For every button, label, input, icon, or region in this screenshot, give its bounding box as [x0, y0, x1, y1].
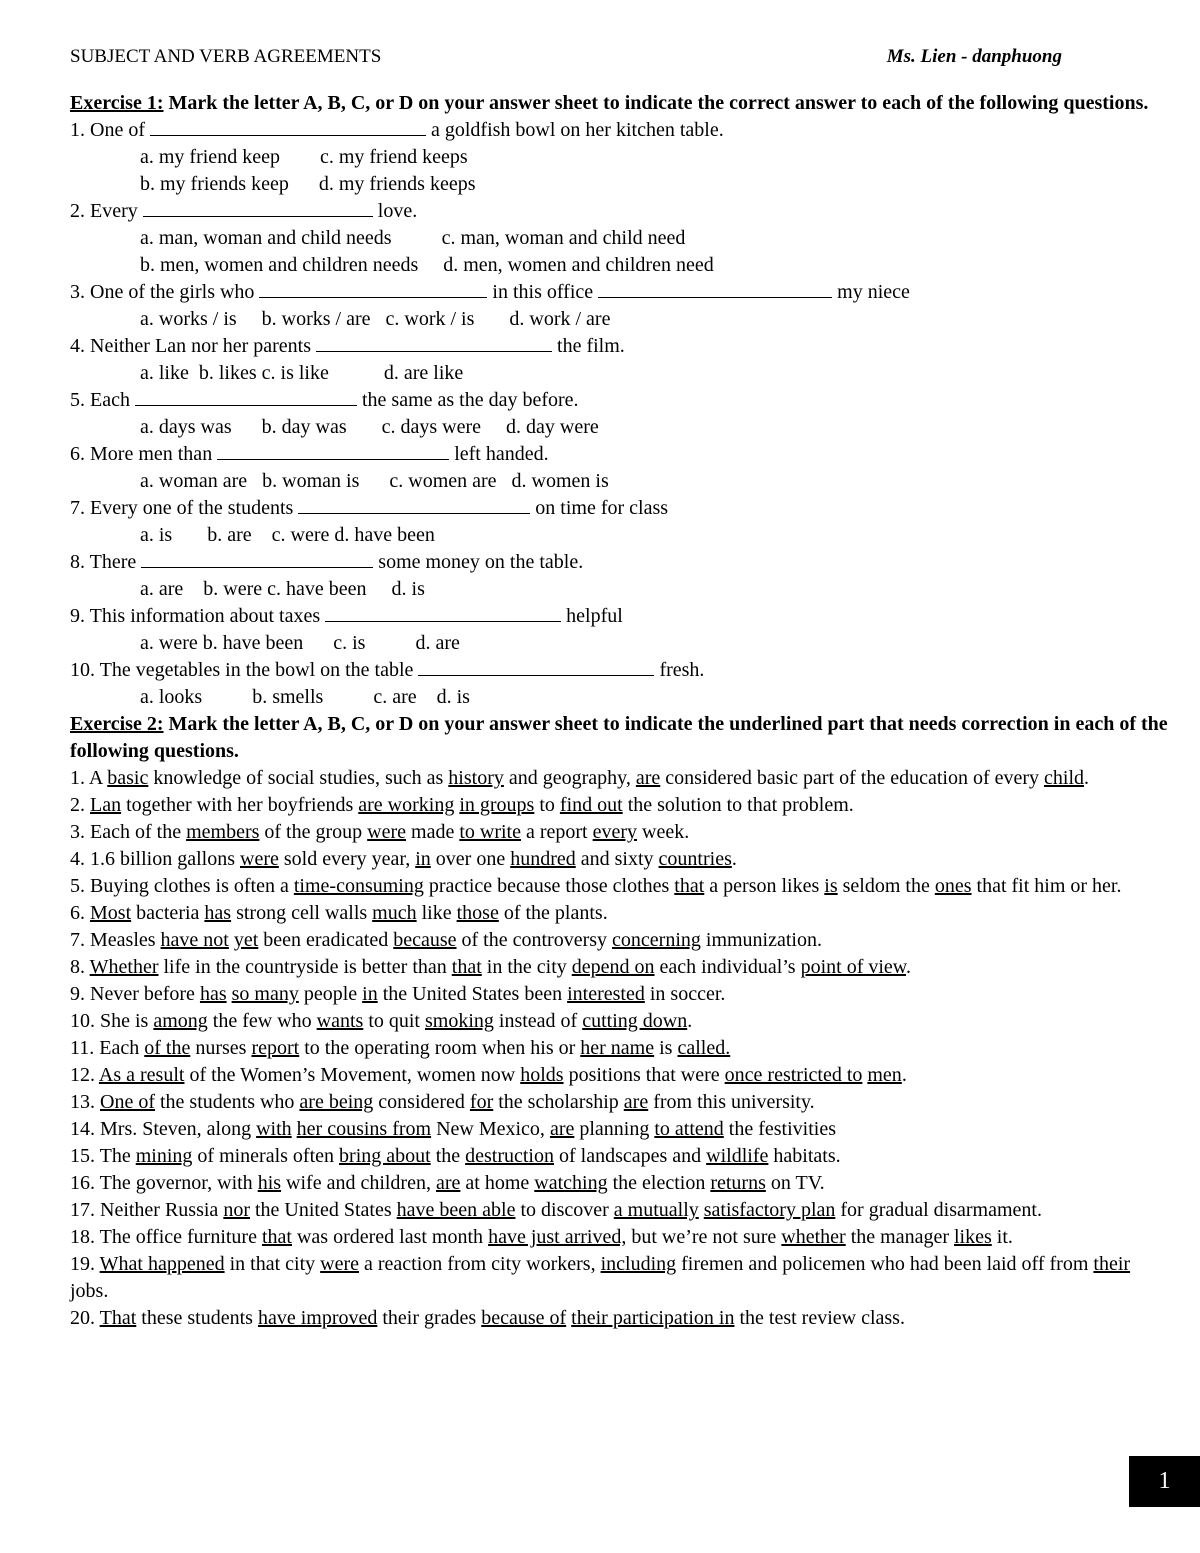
ex1-q9-options: a. were b. have been c. is d. are [140, 632, 460, 654]
underlined-part: were [240, 848, 279, 870]
ex2-question-16 [70, 1170, 1170, 1197]
question-text: 1. A [70, 767, 108, 789]
question-text: the solution to that problem. [622, 794, 854, 816]
ex2-question-13 [70, 1089, 1170, 1116]
question-text: 5. Each [70, 389, 135, 411]
question-text: like [416, 902, 457, 924]
underlined-part: were [367, 821, 407, 843]
question-text: 3. Each of the [70, 821, 187, 843]
ex2-question-10 [70, 1008, 1170, 1035]
underlined-part: her name [580, 1037, 655, 1059]
question-text: practice because those clothes [423, 875, 675, 897]
underlined-part: depend on [571, 956, 655, 978]
underlined-part: whether [781, 1226, 846, 1248]
underlined-part: because [393, 929, 457, 951]
ex2-question-2 [70, 792, 1170, 819]
question-text: 4. 1.6 billion gallons [70, 848, 240, 870]
ex2-question-12 [70, 1062, 1170, 1089]
question-text: the United States [249, 1199, 397, 1221]
answer-blank [316, 333, 552, 352]
answer-blank [598, 279, 832, 298]
question-text: a person likes [704, 875, 825, 897]
question-text: my niece [832, 281, 910, 303]
underlined-part: once restricted to [724, 1064, 863, 1086]
underlined-part: his [257, 1172, 282, 1194]
question-text: the festivities [723, 1118, 836, 1140]
underlined-part: are [435, 1172, 461, 1194]
underlined-part: to write [459, 821, 521, 843]
question-text: the students who [154, 1091, 300, 1113]
underlined-part: including [600, 1253, 677, 1275]
underlined-part: mining [135, 1145, 193, 1167]
underlined-part: concerning [612, 929, 701, 951]
question-text: 2. Every [70, 200, 143, 222]
question-text: strong cell walls [231, 902, 373, 924]
answer-blank [141, 549, 373, 568]
ex1-q7-options: a. is b. are c. were d. have been [140, 524, 435, 546]
underlined-part: hundred [510, 848, 576, 870]
question-text: 16. The governor, with [70, 1172, 258, 1194]
question-text: 4. Neither Lan nor her parents [70, 335, 317, 357]
question-text: 6. More men than [70, 443, 218, 465]
question-text: 9. Never before [70, 983, 200, 1005]
underlined-part: that [261, 1226, 292, 1248]
question-text: 6. [70, 902, 90, 924]
ex1-q5-options: a. days was b. day was c. days were d. day were [140, 416, 599, 438]
ex1-question-4 [70, 333, 1170, 360]
question-text: together with her boyfriends [121, 794, 359, 816]
underlined-part: Most [90, 902, 132, 924]
ex1-q10-options: a. looks b. smells c. are d. is [140, 686, 470, 708]
question-text: knowledge of social studies, such as [148, 767, 449, 789]
question-text: is [654, 1037, 678, 1059]
underlined-part: that [674, 875, 705, 897]
question-text: life in the countryside is better than [158, 956, 452, 978]
question-text: 13. [70, 1091, 100, 1113]
ex2-question-1 [70, 765, 1170, 792]
ex2-question-9 [70, 981, 1170, 1008]
answer-blank [418, 657, 654, 676]
question-text: the [430, 1145, 466, 1167]
underlined-part: yet [233, 929, 259, 951]
underlined-part: report [251, 1037, 300, 1059]
question-text: seldom the [837, 875, 935, 897]
question-text: been eradicated [258, 929, 394, 951]
question-text: a reaction from city workers, [359, 1253, 601, 1275]
question-text: but we’re not sure [626, 1226, 782, 1248]
question-text: New Mexico, [431, 1118, 550, 1140]
underlined-part: watching [534, 1172, 608, 1194]
underlined-part: child [1044, 767, 1085, 789]
underlined-part: interested [567, 983, 645, 1005]
question-text: and sixty [575, 848, 659, 870]
question-text: it. [991, 1226, 1013, 1248]
question-text: in this office [487, 281, 599, 303]
question-text: the United States been [377, 983, 568, 1005]
underlined-part: wants [316, 1010, 364, 1032]
question-text: immunization. [700, 929, 822, 951]
question-text: 8. [70, 956, 90, 978]
underlined-part: are [635, 767, 661, 789]
answer-blank [135, 387, 357, 406]
ex2-question-7 [70, 927, 1170, 954]
underlined-part: That [99, 1307, 137, 1329]
question-text: to discover [515, 1199, 614, 1221]
question-text: and geography, [503, 767, 636, 789]
underlined-part: satisfactory plan [703, 1199, 836, 1221]
underlined-part: is [824, 875, 838, 897]
answer-blank [150, 117, 426, 136]
question-text: . [901, 1064, 907, 1086]
underlined-part: their [1093, 1253, 1131, 1275]
ex2-question-17 [70, 1197, 1170, 1224]
underlined-part: called. [677, 1037, 731, 1059]
underlined-part: Whether [89, 956, 159, 978]
question-text: of the controversy [456, 929, 613, 951]
question-text: the few who [207, 1010, 317, 1032]
exercise-1-instruction: Mark the letter A, B, C, or D on your answer sheet to indicate the correct answer to each of the following questions. [163, 92, 1149, 114]
question-text: 8. There [70, 551, 142, 573]
underlined-part: among [153, 1010, 208, 1032]
exercise-1-label: Exercise 1: [70, 92, 164, 114]
question-text: their grades [377, 1307, 482, 1329]
answer-blank [217, 441, 449, 460]
ex1-question-8 [70, 549, 1170, 576]
underlined-part: with [256, 1118, 292, 1140]
question-text: people [298, 983, 363, 1005]
underlined-part: history [448, 767, 504, 789]
question-text: . [731, 848, 737, 870]
worksheet-page [70, 46, 1170, 1332]
page-header [70, 46, 1170, 76]
ex1-question-3 [70, 279, 1170, 306]
question-text: fresh. [654, 659, 705, 681]
underlined-part: are [549, 1118, 575, 1140]
underlined-part: returns [710, 1172, 766, 1194]
question-text: left handed. [449, 443, 549, 465]
underlined-part: find out [559, 794, 623, 816]
underlined-part: much [372, 902, 417, 924]
underlined-part: their participation in [571, 1307, 735, 1329]
question-text: 7. Every one of the students [70, 497, 299, 519]
question-text: 9. This information about taxes [70, 605, 326, 627]
underlined-part: were [320, 1253, 359, 1275]
question-text: 17. Neither Russia [70, 1199, 224, 1221]
question-text: 20. [70, 1307, 100, 1329]
question-text: 11. Each [70, 1037, 145, 1059]
question-text: the test review class. [734, 1307, 905, 1329]
question-text: 3. One of the girls who [70, 281, 260, 303]
question-text: of the Women’s Movement, women now [184, 1064, 521, 1086]
underlined-part: those [456, 902, 499, 924]
underlined-part: has [204, 902, 232, 924]
answer-blank [143, 198, 373, 217]
question-text: for gradual disarmament. [835, 1199, 1042, 1221]
question-text: jobs. [70, 1280, 109, 1302]
underlined-part: are [623, 1091, 649, 1113]
question-text: 18. The office furniture [70, 1226, 262, 1248]
question-text: 19. [70, 1253, 100, 1275]
underlined-part: of the [144, 1037, 191, 1059]
question-text: instead of [493, 1010, 583, 1032]
exercise-2-label: Exercise 2: [70, 713, 164, 735]
ex1-question-9 [70, 603, 1170, 630]
underlined-part: destruction [465, 1145, 554, 1167]
underlined-part: bring about [339, 1145, 431, 1167]
question-text: at home [460, 1172, 535, 1194]
ex2-question-18 [70, 1224, 1170, 1251]
underlined-part: ones [934, 875, 972, 897]
underlined-part: have not [160, 929, 229, 951]
underlined-part: to attend [654, 1118, 724, 1140]
question-text: considered [373, 1091, 470, 1113]
underlined-part: for [469, 1091, 494, 1113]
underlined-part: in groups [459, 794, 535, 816]
question-text: 10. She is [70, 1010, 154, 1032]
answer-blank [259, 279, 487, 298]
ex1-question-6 [70, 441, 1170, 468]
exercise-2-question-list [70, 765, 1170, 1332]
question-text: of minerals often [192, 1145, 340, 1167]
question-text: made [406, 821, 460, 843]
question-text: nurses [190, 1037, 252, 1059]
ex1-question-2 [70, 198, 1170, 225]
exercise-2-instruction: Mark the letter A, B, C, or D on your answer sheet to indicate the underlined part that needs correction in each of the following questions. [70, 713, 1168, 762]
ex2-question-14 [70, 1116, 1170, 1143]
underlined-part: One of [100, 1091, 155, 1113]
underlined-part: every [592, 821, 638, 843]
question-text: some money on the table. [373, 551, 584, 573]
question-text: week. [637, 821, 690, 843]
ex1-q4-options: a. like b. likes c. is like d. are like [140, 362, 464, 384]
ex2-question-5 [70, 873, 1170, 900]
question-text: was ordered last month [291, 1226, 489, 1248]
question-text: habitats. [768, 1145, 841, 1167]
underlined-part: has [199, 983, 227, 1005]
underlined-part: have been able [396, 1199, 516, 1221]
question-text: wife and children, [281, 1172, 436, 1194]
question-text: . [1084, 767, 1090, 789]
author-name: Ms. Lien - danphuong [886, 46, 1062, 67]
underlined-part: a mutually [613, 1199, 699, 1221]
ex1-q3-options: a. works / is b. works / are c. work / is d. work / are [140, 308, 611, 330]
ex1-q2-options-1: a. man, woman and child needs c. man, woman and child need [140, 227, 686, 249]
question-text: on time for class [530, 497, 669, 519]
underlined-part: are being [299, 1091, 374, 1113]
question-text: over one [430, 848, 511, 870]
page-number: 1 [1129, 1456, 1200, 1507]
ex1-q2-options-2: b. men, women and children needs d. men, women and children need [140, 254, 714, 276]
exercise-2-heading [70, 711, 1170, 765]
ex1-q1-options-2: b. my friends keep d. my friends keeps [140, 173, 476, 195]
ex2-question-3 [70, 819, 1170, 846]
underlined-part: Lan [90, 794, 122, 816]
ex2-question-4 [70, 846, 1170, 873]
question-text: sold every year, [278, 848, 416, 870]
underlined-part: smoking [424, 1010, 494, 1032]
question-text: the scholarship [493, 1091, 624, 1113]
question-text: from this university. [648, 1091, 815, 1113]
question-text: on TV. [765, 1172, 825, 1194]
question-text: 1. One of [70, 119, 150, 141]
question-text: 5. Buying clothes is often a [70, 875, 294, 897]
ex1-question-10 [70, 657, 1170, 684]
question-text: a report [520, 821, 593, 843]
underlined-part: What happened [99, 1253, 225, 1275]
question-text: in soccer. [644, 983, 726, 1005]
question-text: to [534, 794, 560, 816]
question-text: in the city [481, 956, 572, 978]
underlined-part: wildlife [706, 1145, 769, 1167]
ex2-question-20 [70, 1305, 1170, 1332]
exercise-1-heading [70, 90, 1170, 117]
underlined-part: nor [223, 1199, 250, 1221]
question-text: a goldfish bowl on her kitchen table. [425, 119, 724, 141]
question-text: positions that were [563, 1064, 725, 1086]
question-text: to quit [363, 1010, 425, 1032]
question-text: that fit him or her. [971, 875, 1122, 897]
ex2-question-19 [70, 1251, 1170, 1305]
question-text: love. [372, 200, 418, 222]
answer-blank [298, 495, 530, 514]
underlined-part: are working [358, 794, 455, 816]
underlined-part: holds [520, 1064, 564, 1086]
question-text: helpful [561, 605, 623, 627]
underlined-part: men [867, 1064, 902, 1086]
underlined-part: have just arrived, [488, 1226, 627, 1248]
question-text: bacteria [131, 902, 205, 924]
ex1-q8-options: a. are b. were c. have been d. is [140, 578, 425, 600]
question-text: the manager [845, 1226, 954, 1248]
question-text: 10. The vegetables in the bowl on the table [70, 659, 419, 681]
ex1-question-5 [70, 387, 1170, 414]
underlined-part: because of [481, 1307, 567, 1329]
underlined-part: likes [954, 1226, 992, 1248]
question-text: considered basic part of the education of every [660, 767, 1045, 789]
underlined-part: As a result [98, 1064, 185, 1086]
question-text: firemen and policemen who had been laid off from [676, 1253, 1094, 1275]
ex1-question-1 [70, 117, 1170, 144]
underlined-part: have improved [257, 1307, 378, 1329]
question-text: each individual’s [654, 956, 801, 978]
question-text: of landscapes and [554, 1145, 707, 1167]
ex2-question-11 [70, 1035, 1170, 1062]
answer-blank [325, 603, 561, 622]
ex2-question-15 [70, 1143, 1170, 1170]
ex2-question-8 [70, 954, 1170, 981]
question-text: 15. The [70, 1145, 136, 1167]
question-text: these students [136, 1307, 258, 1329]
underlined-part: countries [658, 848, 732, 870]
underlined-part: in [415, 848, 431, 870]
underlined-part: members [186, 821, 260, 843]
underlined-part: in [362, 983, 378, 1005]
underlined-part: cutting down [582, 1010, 688, 1032]
ex2-question-6 [70, 900, 1170, 927]
worksheet-title: SUBJECT AND VERB AGREEMENTS [70, 46, 382, 67]
question-text: of the group [259, 821, 368, 843]
underlined-part: that [451, 956, 482, 978]
underlined-part: her cousins from [296, 1118, 432, 1140]
ex1-q1-options-1: a. my friend keep c. my friend keeps [140, 146, 468, 168]
question-text: . [687, 1010, 693, 1032]
question-text: of the plants. [498, 902, 608, 924]
underlined-part: time-consuming [293, 875, 424, 897]
ex1-question-7 [70, 495, 1170, 522]
question-text: planning [574, 1118, 655, 1140]
question-text: the election [607, 1172, 711, 1194]
underlined-part: basic [107, 767, 149, 789]
question-text: 12. [70, 1064, 99, 1086]
underlined-part: point of view [800, 956, 906, 978]
question-text: to the operating room when his or [299, 1037, 581, 1059]
question-text: the same as the day before. [356, 389, 579, 411]
question-text: in that city [224, 1253, 321, 1275]
question-text: . [905, 956, 911, 978]
underlined-part: so many [231, 983, 299, 1005]
question-text: 2. [70, 794, 90, 816]
question-text: the film. [552, 335, 625, 357]
question-text: 7. Measles [70, 929, 161, 951]
question-text: 14. Mrs. Steven, along [70, 1118, 257, 1140]
ex1-q6-options: a. woman are b. woman is c. women are d. women is [140, 470, 609, 492]
